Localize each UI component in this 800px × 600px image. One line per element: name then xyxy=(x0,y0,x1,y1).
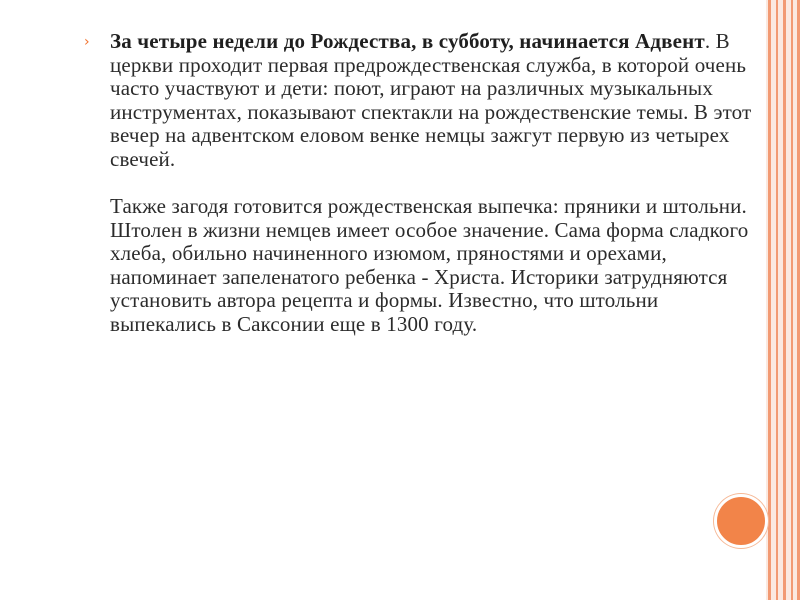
paragraph-stollen: Также загодя готовится рождественская выпечка: пряники и штольни. Штолен в жизни немцев имеет особое значение. Сама форма сладкого хлеба, обильно начиненного изюмом, пряностями и орехами, напоминает запеленатого ребенка - Христа. Историки затрудняются установить автора рецепта и формы. Известно, что штольни выпекались в Саксонии еще в 1300 году. xyxy=(110,194,749,336)
advent-lead: За четыре недели до Рождества, в субботу, начинается Адвент xyxy=(110,29,705,53)
bullet-item xyxy=(84,30,764,336)
bullet-chevron-icon: › xyxy=(84,34,90,50)
decorative-stripe xyxy=(776,0,778,600)
advent-text: . В церкви проходит первая предрождественская служба, в которой очень часто участвуют и дети: поют, играют на различных музыкальных инструментах, показывают спектакли на рождественские темы. В этот вечер на адвентском еловом венке немцы зажгут первую из четырех свечей. xyxy=(110,29,752,171)
paragraph-advent xyxy=(110,30,764,171)
decorative-stripe xyxy=(783,0,786,600)
paragraph-gap xyxy=(110,171,764,195)
decorative-stripe xyxy=(791,0,793,600)
decorative-stripe xyxy=(768,0,771,600)
decorative-circle xyxy=(714,494,768,548)
slide-content xyxy=(84,30,764,336)
